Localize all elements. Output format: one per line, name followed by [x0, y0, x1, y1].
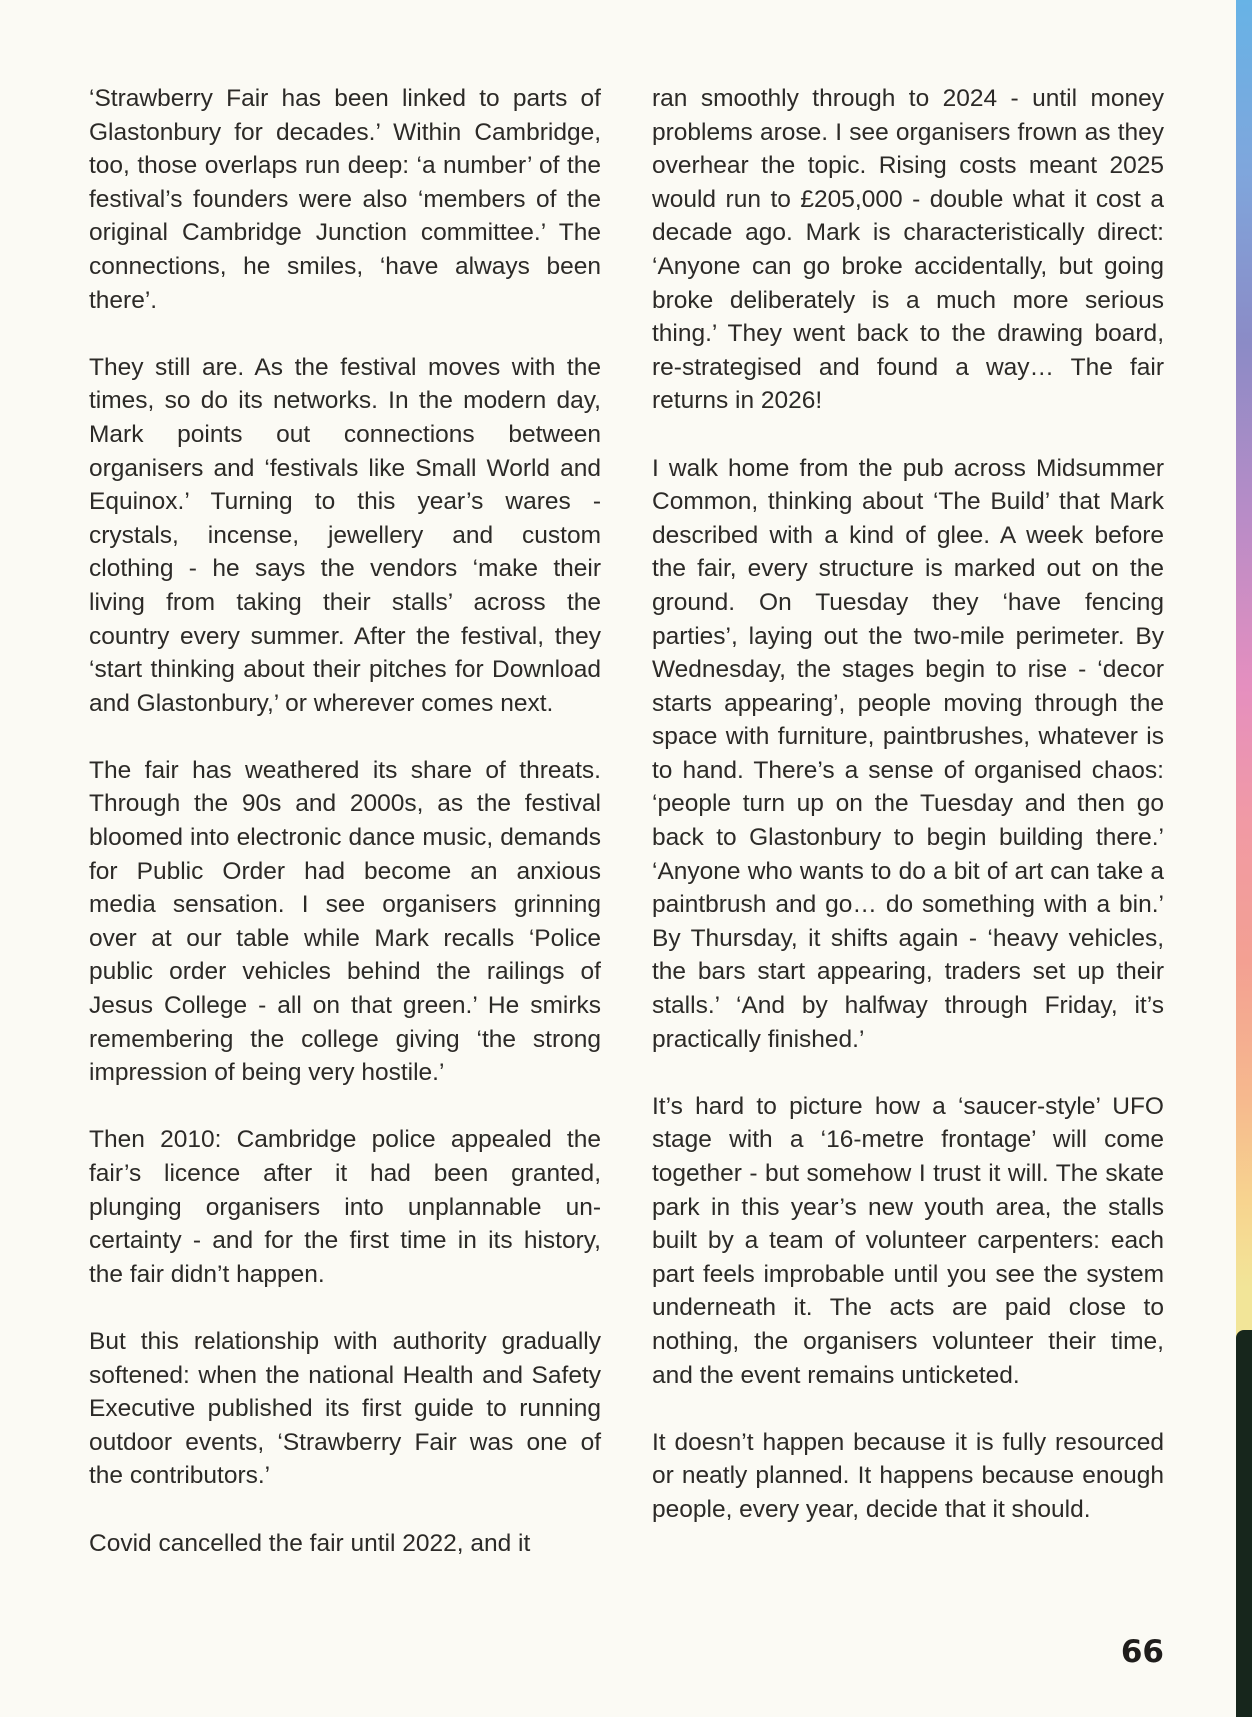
left-column [89, 82, 601, 1560]
dark-edge-tab [1236, 1330, 1252, 1717]
paragraph: But this relationship with authority gradually softened: when the national Health and Safety Executive published its first guide to running outdoor events, ‘Strawberry Fair was one of the contributors.’ [89, 1327, 601, 1490]
paragraph: It doesn’t happen because it is fully resourced or neatly planned. It happens because enough people, every year, decide that it should. [652, 1428, 1164, 1523]
paragraph: Covid cancelled the fair until 2022, and it [89, 1529, 531, 1557]
right-column [652, 82, 1164, 1527]
paragraph: It’s hard to picture how a ‘saucer-style’ UFO stage with a ‘16-metre frontage’ will come together - but somehow I trust it will. The skate park in this year’s new youth area, the stalls built by a team of volunteer carpenters: each part feels improbable until you see the system underneath it. The acts are paid close to nothing, the organisers volunteer their time, and the event remains unticketed. [652, 1092, 1164, 1389]
paragraph: ‘Strawberry Fair has been linked to parts of Glastonbury for decades.’ Within Cambridge, too, those overlaps run deep: ‘a number’ of the festival’s founders were also ‘members of the original Cambridge Junction committee.’ The connections, he smiles, ‘have always been there’. [89, 85, 601, 314]
paragraph: I walk home from the pub across Midsummer Common, thinking about ‘The Build’ that Mark described with a kind of glee. A week before the fair, every structure is marked out on the ground. On Tuesday they ‘have fencing parties’, laying out the two-mile perimeter. By Wednesday, the stages begin to rise - ‘decor starts appearing’, people moving through the space with furniture, paintbrushes, whatever is to hand. There’s a sense of organised chaos: ‘people turn up on the Tuesday and then go back to Glastonbury to begin building there.’ ‘Anyone who wants to do a bit of art can take a paintbrush and go… do something with a bin.’ By Thursday, it shifts again - ‘heavy vehicles, the bars start appearing, traders set up their stalls.’ ‘And by halfway through Friday, it’s practically finished.’ [652, 454, 1164, 1053]
paragraph: They still are. As the festival moves with the times, so do its networks. In the modern day, Mark points out connections between organisers and ‘festivals like Small World and Equinox.’ Turning to this year’s wares - crystals, incense, jewellery and custom clothing - he says the vendors ‘make their living from taking their stalls’ across the country every summer. After the festival, they ‘start thinking about their pitches for Download and Glastonbury,’ or wherever comes next. [89, 353, 601, 717]
paragraph: Then 2010: Cambridge police appealed the fair’s licence after it had been granted, plunging organisers into unplannable uncertainty - and for the first time in its history, the fair didn’t happen. [89, 1126, 601, 1288]
paragraph: The fair has weathered its share of threats. Through the 90s and 2000s, as the festival bloomed into electronic dance music, demands for Public Order had become an anxious media sensation. I see organisers grinning over at our table while Mark recalls ‘Police public order vehicles behind the railings of Jesus College - all on that green.’ He smirks remembering the college giving ‘the strong impression of being very hostile.’ [89, 756, 601, 1087]
page-number: 66 [1120, 1634, 1164, 1670]
paragraph: ran smoothly through to 2024 - until money problems arose. I see organisers frown as they overhear the topic. Rising costs meant 2025 would run to £205,000 - double what it cost a decade ago. Mark is characteristically direct: ‘Anyone can go broke accidentally, but going broke deliberately is a much more serious thing.’ They went back to the drawing board, re-strategised and found a way… The fair returns in 2026! [652, 85, 1164, 415]
